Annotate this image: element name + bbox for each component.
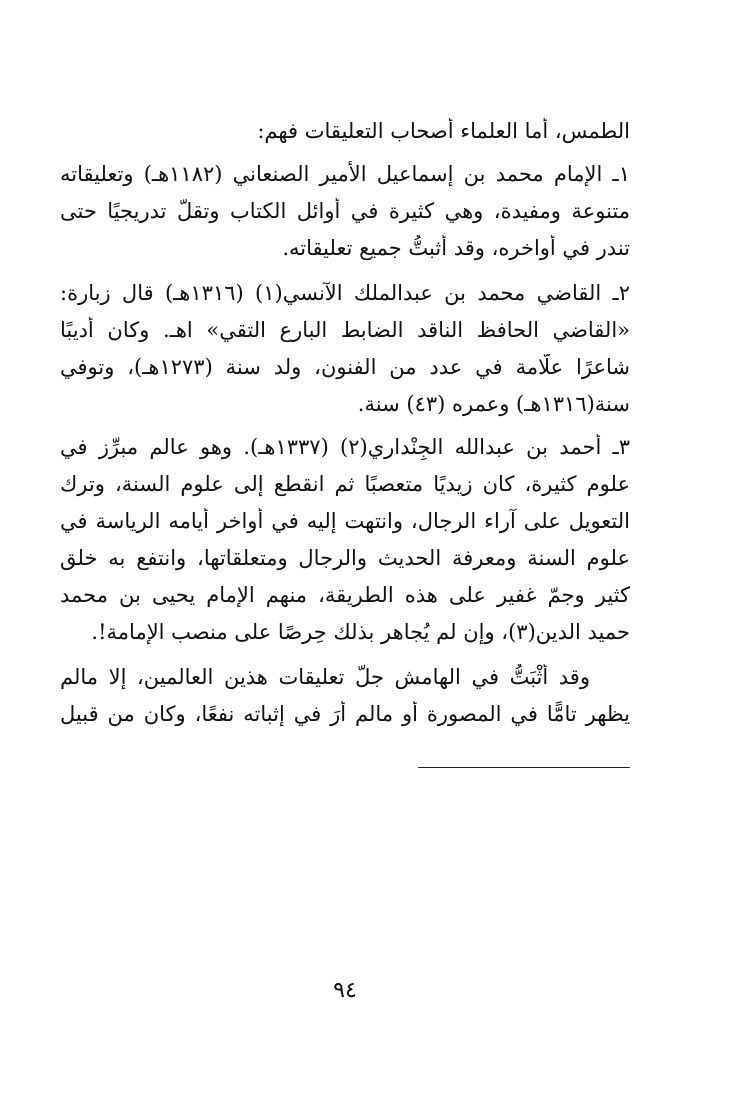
item-2-line-1: ٢ـ القاضي محمد بن عبدالملك الآنسي(١) (١٣١٦هـ) قال زبارة: [60, 281, 630, 305]
item-3-line-2: علوم كثيرة، كان زيديًا متعصبًا ثم انقطع إلى علوم السنة، وترك [60, 472, 630, 496]
item-2-line-3: شاعرًا علّامة في عدد من الفنون، ولد سنة (١٢٧٣هـ)، وتوفي [60, 355, 630, 379]
item-1-line-1: ١ـ الإمام محمد بن إسماعيل الأمير الصنعاني (١١٨٢هـ) وتعليقاته [60, 162, 630, 186]
closing-line-2: يظهر تامًّا في المصورة أو مالم أرَ في إثباته نفعًا، وكان من قبيل [60, 702, 630, 726]
page-number: ٩٤ [333, 978, 357, 1003]
item-3-line-1: ٣ـ أحمد بن عبدالله الجِنْداري(٢) (١٣٣٧هـ). وهو عالم مبرِّز في [60, 435, 630, 459]
intro-line: الطمس، أما العلماء أصحاب التعليقات فهم: [257, 119, 630, 143]
closing-line-1: وقد أَثْبَتُّ في الهامش جلّ تعليقات هذين العالمين، إلا مالم [60, 665, 590, 689]
item-3-line-5: كثير وجمّ غفير على هذه الطريقة، منهم الإمام يحيى بن محمد [60, 583, 630, 607]
item-2-line-4: سنة(١٣١٦هـ) وعمره (٤٣) سنة. [357, 392, 630, 416]
item-1-line-3: تندر في أواخره، وقد أثبتُّ جميع تعليقاته. [282, 236, 630, 260]
footnote-separator [418, 767, 630, 768]
page-content [60, 0, 630, 1098]
item-3-line-4: علوم السنة ومعرفة الحديث والرجال ومتعلقاتها، وانتفع به خلق [60, 546, 630, 570]
item-3-line-6: حميد الدين(٣)، وإن لم يُجاهر بذلك حِرصًا على منصب الإمامة!. [91, 620, 630, 644]
item-1-line-2: متنوعة ومفيدة، وهي كثيرة في أوائل الكتاب وتقلّ تدريجيًا حتى [60, 199, 630, 223]
item-3-line-3: التعويل على آراء الرجال، وانتهت إليه في أواخر أيامه الرياسة في [60, 509, 630, 533]
item-2-line-2: «القاضي الحافظ الناقد الضابط البارع التقي» اهـ. وكان أديبًا [60, 318, 630, 342]
